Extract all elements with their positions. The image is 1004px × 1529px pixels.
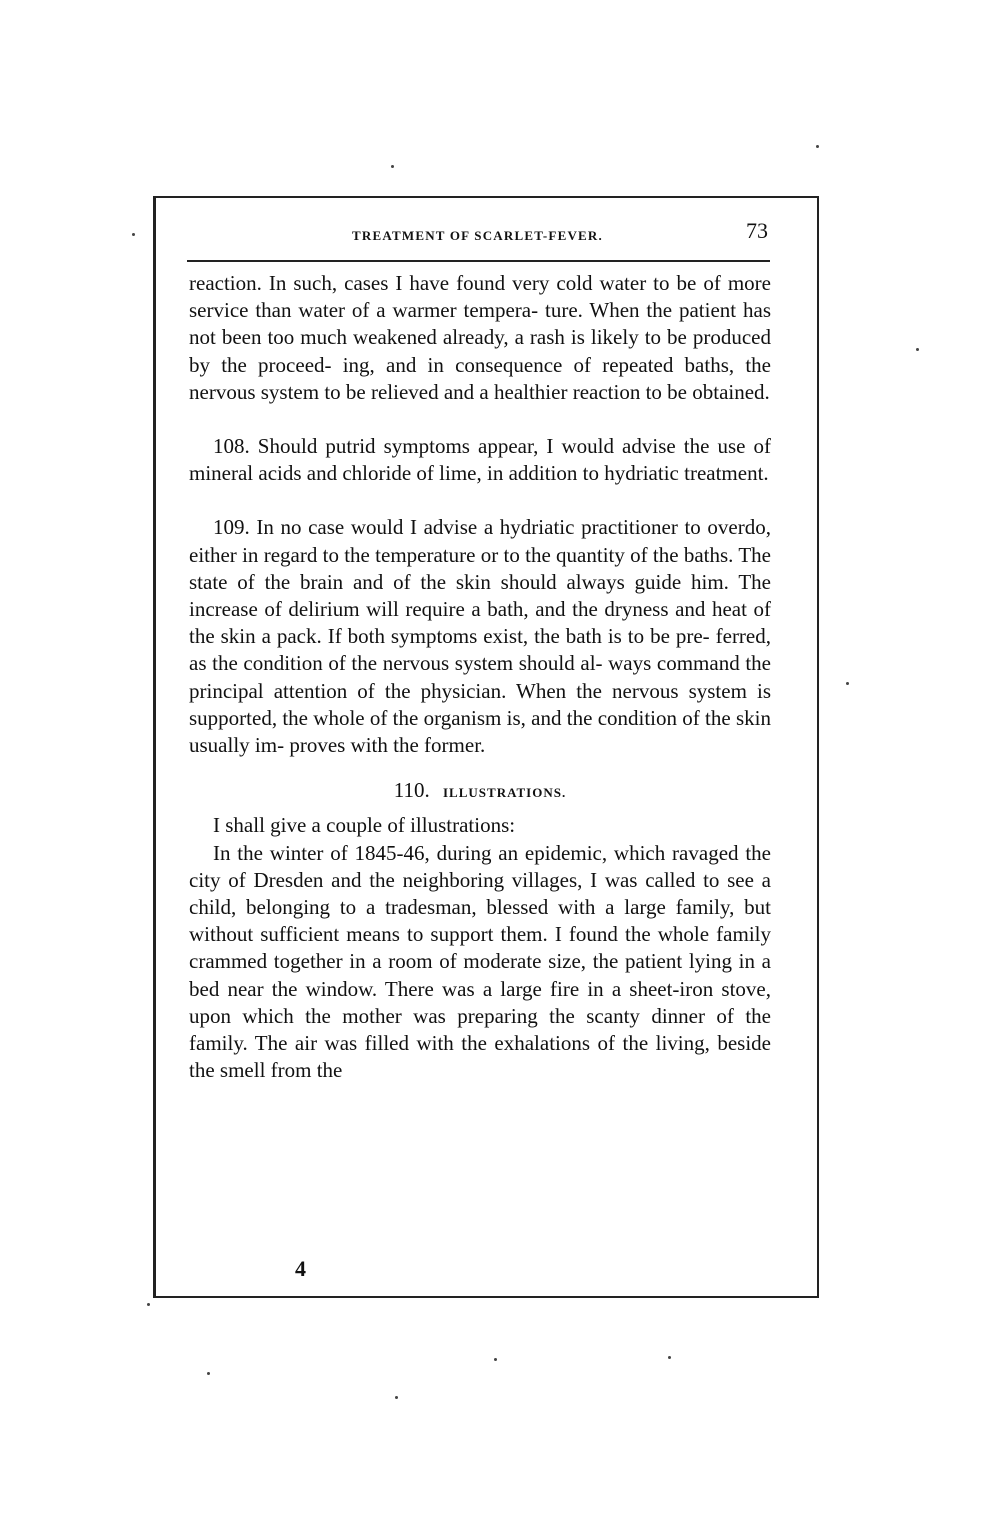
paragraph-109: 109. In no case would I advise a hydriatic practitioner to overdo, either in regard to the temperature or to the quantity of the baths. The state of the brain and of the skin should always guide him. The increase of delirium will require a bath, and the dryness and heat of the skin a pack. If both symptoms exist, the bath is to be pre- ferred, as the condition of the nervous system should al- ways command the principal attention of the physician. When the nervous system is supported, the whole of the organism is, and the condition of the skin usually im- proves with the former. — [189, 515, 771, 758]
header-rule — [187, 260, 770, 262]
paragraph-illustrations-intro: I shall give a couple of illustrations: — [213, 813, 516, 838]
page-number: 73 — [746, 218, 768, 243]
speck-mark — [395, 1396, 398, 1399]
paragraph-reaction: reaction. In such, cases I have found very cold water to be of more service than water of a warmer tempera- ture. When the patient has not been too much weakened already, a rash is likely to be produced by the proceed- ing, and in consequence of repeated baths, the nervous system to be relieved and a healthier reaction to be obtained. — [189, 271, 771, 404]
section-title: ILLUSTRATIONS. — [443, 785, 567, 801]
speck-mark — [147, 1303, 150, 1306]
running-head — [185, 218, 770, 248]
signature-mark: 4 — [295, 1256, 306, 1281]
section-number: 110. — [393, 778, 430, 803]
speck-mark — [207, 1372, 210, 1375]
speck-mark — [916, 348, 919, 351]
speck-mark — [391, 165, 394, 168]
speck-mark — [494, 1358, 497, 1361]
speck-mark — [668, 1356, 671, 1359]
running-title: TREATMENT OF SCARLET-FEVER. — [352, 228, 603, 243]
speck-mark — [816, 145, 819, 148]
paragraph-108: 108. Should putrid symptoms appear, I would advise the use of mineral acids and chloride of lime, in addition to hydriatic treatment. — [189, 434, 771, 486]
speck-mark — [132, 233, 135, 236]
body-text — [189, 270, 771, 1084]
section-heading — [189, 777, 771, 806]
paragraph-dresden: In the winter of 1845-46, during an epidemic, which ravaged the city of Dresden and the neighboring villages, I was called to see a child, belonging to a tradesman, blessed with a large family, but without sufficient means to support them. I found the whole family crammed together in a room of moderate size, the patient lying in a bed near the window. There was a large fire in a sheet-iron stove, upon which the mother was preparing the scanty dinner of the family. The air was filled with the exhalations of the living, beside the smell from the — [189, 840, 771, 1083]
speck-mark — [846, 682, 849, 685]
